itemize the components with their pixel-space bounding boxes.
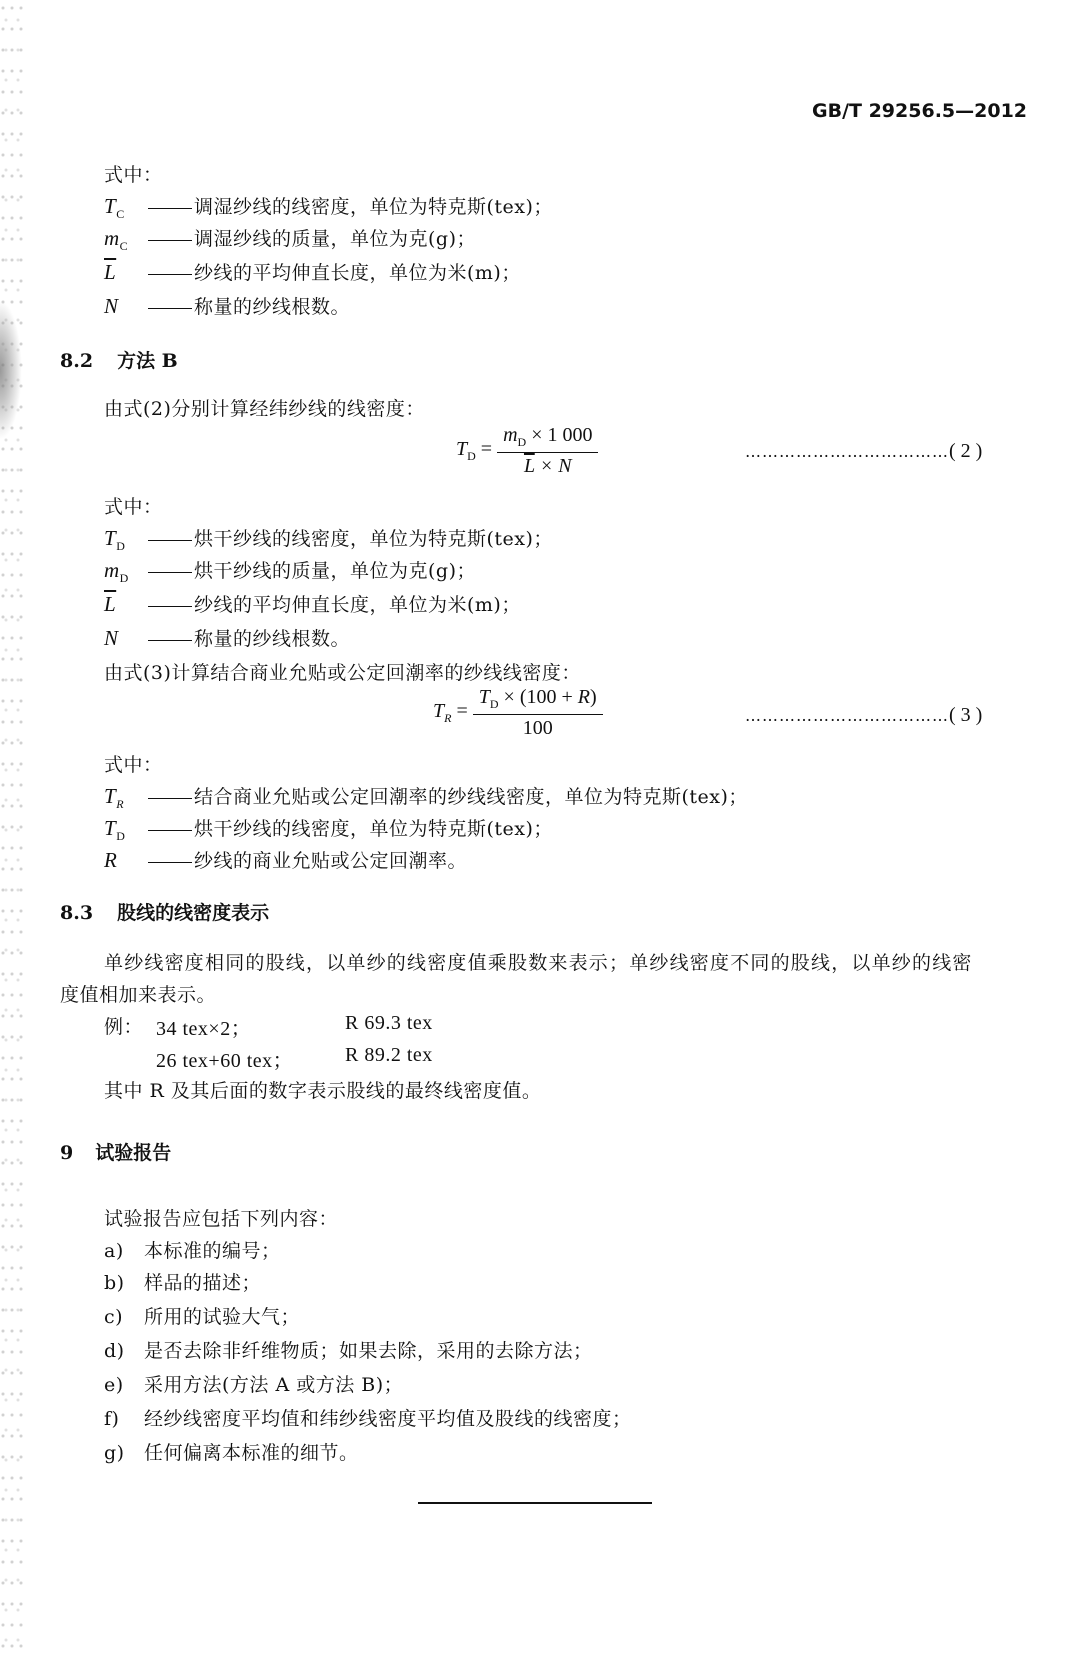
formula-3-fraction: $\frac{T_D \times (100 + R)}{100}$ (473, 686, 603, 740)
section-9-heading (60, 1138, 171, 1165)
section-title: 试验报告 (95, 1142, 172, 1164)
def-tr (104, 782, 748, 812)
sym-tr: $T_R$ (104, 784, 125, 812)
formula-2-lead: 由式(2)分别计算经纬纱线的线密度： (104, 398, 425, 420)
em-dash (148, 862, 192, 863)
example-2-left: 26 tex+60 tex； (156, 1050, 294, 1072)
sym-tc: $T_C$ (104, 194, 125, 222)
report-lead: 试验报告应包括下列内容： (104, 1208, 339, 1230)
list-item: e) 采用方法(方法 A 或方法 B)； (104, 1374, 404, 1396)
def-text: 称量的纱线根数。 (194, 296, 351, 318)
example-1-right: R 69.3 tex (345, 1012, 433, 1034)
section-8-2-heading (60, 346, 178, 373)
section-number: 8.2 (60, 350, 94, 372)
sym-td: $T_D$ (104, 816, 126, 844)
formula-3-lead: 由式(3)计算结合商业允贴或公定回潮率的纱线线密度： (104, 662, 581, 684)
def-text: 纱线的平均伸直长度，单位为米(m)； (194, 262, 521, 284)
standard-number: GB/T 29256.5—2012 (812, 100, 1028, 122)
def-l2 (104, 590, 521, 617)
paragraph-line: 其中 R 及其后面的数字表示股线的最终线密度值。 (104, 1080, 542, 1102)
em-dash (148, 798, 192, 799)
def-r (104, 846, 467, 873)
formula-3: $T_R$ = $\frac{T_D \times (100 + R)}{100}$ (433, 686, 603, 740)
section-number: 8.3 (60, 902, 94, 924)
scan-blot-artifact (0, 300, 22, 440)
formula-2-number: ………………………………( 2 ) (745, 440, 983, 462)
def-text: 结合商业允贴或公定回潮率的纱线线密度，单位为特克斯(tex)； (194, 786, 748, 808)
em-dash (148, 274, 192, 275)
list-item: c) 所用的试验大气； (104, 1306, 301, 1328)
section-number: 9 (60, 1142, 74, 1164)
em-dash (148, 830, 192, 831)
where-label: 式中： (104, 496, 163, 518)
paragraph-line: 单纱线密度相同的股线，以单纱的线密度值乘股数来表示；单纱线密度不同的股线，以单纱的线密 (104, 952, 973, 974)
list-item: b) 样品的描述； (104, 1272, 262, 1294)
def-text: 烘干纱线的线密度，单位为特克斯(tex)； (194, 528, 553, 550)
sym-n: N (104, 294, 119, 318)
def-tc (104, 192, 553, 222)
sym-md: $m_D$ (104, 558, 129, 586)
em-dash (148, 606, 192, 607)
end-rule (418, 1502, 652, 1504)
list-item: g) 任何偏离本标准的细节。 (104, 1442, 359, 1464)
sym-mc: $m_C$ (104, 226, 129, 254)
scan-edge-artifact (0, 0, 26, 1656)
list-item: d) 是否去除非纤维物质；如果去除，采用的去除方法； (104, 1340, 593, 1362)
formula-3-number: ………………………………( 3 ) (745, 704, 983, 726)
em-dash (148, 208, 192, 209)
def-text: 纱线的平均伸直长度，单位为米(m)； (194, 594, 521, 616)
sym-lbar: $\overline{L}$ (104, 260, 117, 284)
def-l (104, 258, 521, 285)
em-dash (148, 240, 192, 241)
section-title: 方法 B (117, 350, 178, 372)
list-item: a) 本标准的编号； (104, 1240, 281, 1262)
em-dash (148, 640, 192, 641)
def-text: 烘干纱线的线密度，单位为特克斯(tex)； (194, 818, 553, 840)
example-1-left: 34 tex×2； (156, 1018, 252, 1040)
sym-n: N (104, 626, 119, 650)
sym-td: $T_D$ (104, 526, 126, 554)
def-text: 调湿纱线的线密度，单位为特克斯(tex)； (194, 196, 553, 218)
example-2-right: R 89.2 tex (345, 1044, 433, 1066)
def-text: 纱线的商业允贴或公定回潮率。 (194, 850, 468, 872)
def-td (104, 524, 553, 554)
def-mc (104, 224, 476, 254)
list-item: f) 经纱线密度平均值和纬纱线密度平均值及股线的线密度； (104, 1408, 632, 1430)
where-label: 式中： (104, 754, 163, 776)
sym-r: R (104, 848, 118, 872)
where-label: 式中： (104, 164, 163, 186)
paragraph-line: 度值相加来表示。 (60, 984, 217, 1006)
def-text: 调湿纱线的质量，单位为克(g)； (194, 228, 476, 250)
example-label: 例： (104, 1016, 144, 1038)
def-n (104, 292, 350, 319)
def-md (104, 556, 476, 586)
def-text: 称量的纱线根数。 (194, 628, 351, 650)
em-dash (148, 572, 192, 573)
em-dash (148, 540, 192, 541)
section-8-3-heading (60, 898, 269, 925)
def-text: 烘干纱线的质量，单位为克(g)； (194, 560, 476, 582)
em-dash (148, 308, 192, 309)
def-n2 (104, 624, 350, 651)
sym-lbar: $\overline{L}$ (104, 592, 117, 616)
section-title: 股线的线密度表示 (117, 902, 270, 924)
def-td2 (104, 814, 553, 844)
formula-2: $T_D$ = $\frac{m_D \times 1 000}{\overline{L} \times N}$ (456, 424, 598, 478)
formula-2-fraction: $\frac{m_D \times 1 000}{\overline{L} \times N}$ (497, 424, 598, 478)
